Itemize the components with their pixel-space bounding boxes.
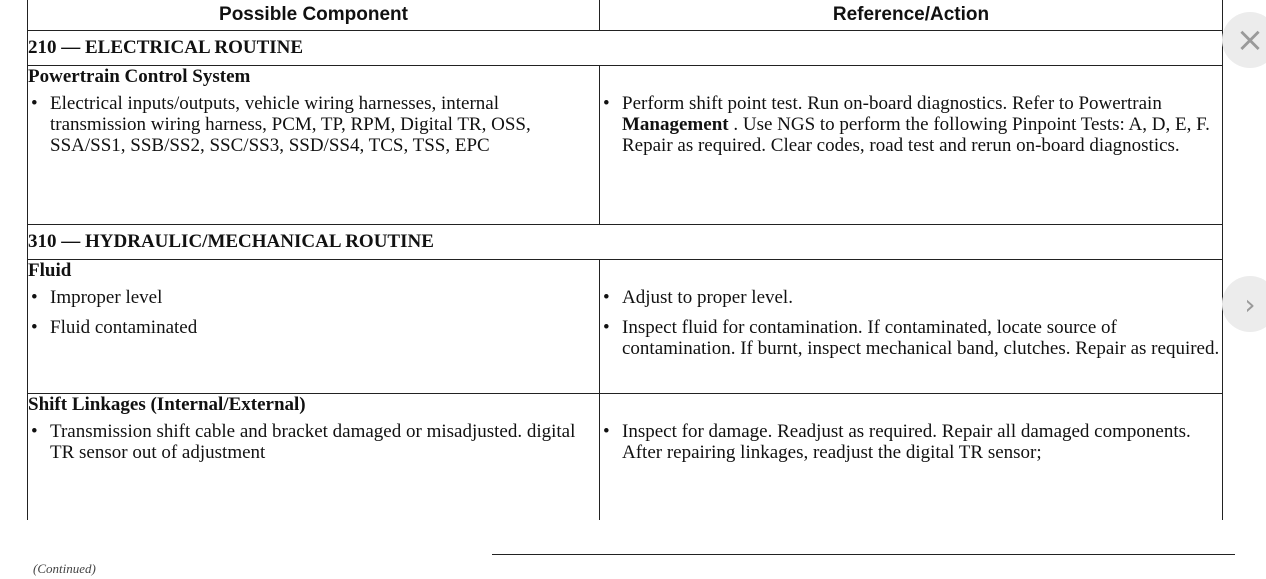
- section-row: [28, 225, 1223, 260]
- action-list: [600, 421, 1222, 463]
- group-title-powertrain: Powertrain Control System: [28, 66, 251, 87]
- table-row: [28, 394, 1223, 521]
- list-item: • Transmission shift cable and bracket damaged or misadjusted. digital TR sensor out of adjustment: [28, 421, 599, 463]
- table-row: [28, 66, 1223, 225]
- list-item: • Electrical inputs/outputs, vehicle wiring harnesses, internal transmission wiring harness, PCM, TP, RPM, Digital TR, OSS, SSA/SS1, SSB/SS2, SSC/SS3, SSD/SS4, TCS, TSS, EPC: [28, 93, 599, 156]
- close-button[interactable]: [1222, 12, 1266, 68]
- component-list: [28, 421, 599, 463]
- action-text-bold: Management: [622, 114, 729, 135]
- component-cell: [28, 394, 600, 521]
- list-item: • Adjust to proper level.: [600, 287, 1222, 308]
- section-title-hydraulic: 310 — HYDRAULIC/MECHANICAL ROUTINE: [28, 225, 1223, 260]
- diagnostic-table: [27, 0, 1223, 520]
- table-row: [28, 260, 1223, 394]
- list-item: [600, 93, 1222, 156]
- group-title-shift-linkages: Shift Linkages (Internal/External): [28, 394, 306, 415]
- action-cell: [600, 394, 1223, 521]
- section-title-electrical: 210 — ELECTRICAL ROUTINE: [28, 31, 1223, 66]
- close-icon: ×: [1235, 20, 1265, 60]
- next-page-button[interactable]: [1222, 276, 1266, 332]
- list-item: • Improper level: [28, 287, 599, 308]
- action-text-post: . Use NGS to perform the following Pinpoint Tests: A, D, E, F. Repair as required. Clear codes, road test and rerun on-board diagnostics.: [622, 114, 1210, 156]
- component-cell: [28, 260, 600, 394]
- col-header-possible-component: Possible Component: [28, 0, 600, 31]
- chevron-right-icon: ›: [1244, 287, 1256, 321]
- component-list: [28, 93, 599, 156]
- table-bottom-rule: [492, 554, 1235, 555]
- col-header-reference-action: Reference/Action: [600, 0, 1223, 31]
- action-list: [600, 93, 1222, 156]
- action-text-pre: Perform shift point test. Run on-board diagnostics. Refer to Powertrain: [622, 93, 1162, 114]
- component-list: [28, 287, 599, 338]
- continued-note: (Continued): [33, 561, 96, 576]
- component-cell: [28, 66, 600, 225]
- action-cell: [600, 260, 1223, 394]
- list-item: • Fluid contaminated: [28, 317, 599, 338]
- list-item: • Inspect for damage. Readjust as required. Repair all damaged components. After repairing linkages, readjust the digital TR sensor;: [600, 421, 1222, 463]
- group-title-fluid: Fluid: [28, 260, 72, 281]
- action-cell: [600, 66, 1223, 225]
- list-item: • Inspect fluid for contamination. If contaminated, locate source of contamination. If burnt, inspect mechanical band, clutches. Repair as required.: [600, 317, 1222, 359]
- table-header-row: [28, 0, 1223, 31]
- section-row: [28, 31, 1223, 66]
- action-list: [600, 287, 1222, 359]
